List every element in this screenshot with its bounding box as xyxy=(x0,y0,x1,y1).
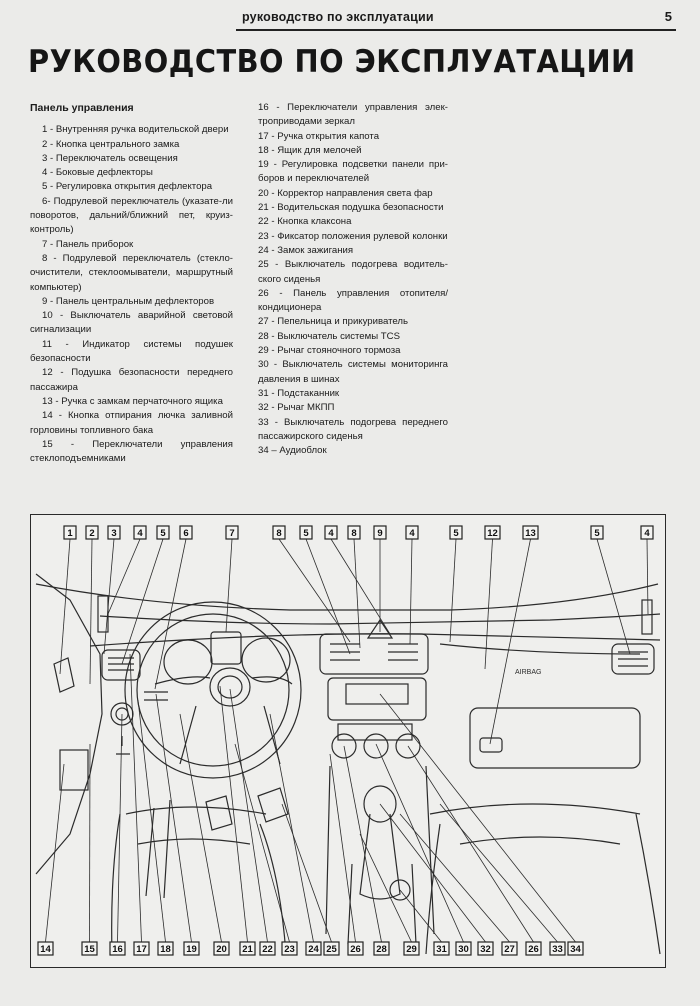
callout-top-5-label: 5 xyxy=(303,528,309,539)
callout-bottom-33-label: 33 xyxy=(552,944,563,955)
callout-top-4-label: 4 xyxy=(137,528,143,539)
callout-bottom-20 xyxy=(214,942,229,955)
airbag-label: AIRBAG xyxy=(515,669,542,676)
callout-bottom-24 xyxy=(306,942,321,955)
callout-top-8 xyxy=(348,526,360,539)
callout-bottom-16-label: 16 xyxy=(112,944,123,955)
legend-item: 23 - Фиксатор положения рулевой колонки xyxy=(258,230,448,242)
callouts-top xyxy=(64,526,653,539)
callout-top-4-label: 4 xyxy=(644,528,650,539)
callout-bottom-29-label: 29 xyxy=(406,944,417,955)
legend-item: 34 – Аудиоблок xyxy=(258,445,327,457)
callout-bottom-22-label: 22 xyxy=(262,944,273,955)
steering-wheel xyxy=(125,602,301,778)
callout-bottom-34 xyxy=(568,942,583,955)
legend-item: 6- Подрулевой переключатель (указате-ли поворотов, дальний/ближний пет, круиз-контроль) xyxy=(30,195,233,236)
callout-top-8 xyxy=(273,526,285,539)
callout-top-1-label: 1 xyxy=(67,528,73,539)
leader-line xyxy=(282,804,332,942)
callout-bottom-18-label: 18 xyxy=(160,944,171,955)
callout-bottom-26 xyxy=(348,942,363,955)
callouts-bottom xyxy=(38,942,583,955)
callout-top-5 xyxy=(300,526,312,539)
leader-line xyxy=(597,539,630,654)
leader-line xyxy=(647,539,648,614)
leader-line xyxy=(450,539,456,642)
callout-bottom-22 xyxy=(260,942,275,955)
page-number: 5 xyxy=(664,9,672,24)
callout-bottom-32 xyxy=(478,942,493,955)
running-title: руководство по эксплуатации xyxy=(242,10,434,24)
callout-bottom-20-label: 20 xyxy=(216,944,227,955)
legend-item: 11 - Индикатор системы подушек безопасности xyxy=(30,338,233,365)
callout-top-4 xyxy=(641,526,653,539)
leader-line xyxy=(408,746,534,942)
callout-bottom-33 xyxy=(550,942,565,955)
callout-top-12-label: 12 xyxy=(487,528,498,539)
callout-bottom-16 xyxy=(110,942,125,955)
callout-top-5 xyxy=(450,526,462,539)
legend-item: 29 - Рычаг стояночного тормоза xyxy=(258,345,401,357)
callout-top-6-label: 6 xyxy=(183,528,189,539)
legend-item: 7 - Панель приборок xyxy=(42,238,134,250)
leader-line xyxy=(90,744,91,942)
legend-item: 18 - Ящик для мелочей xyxy=(258,144,362,156)
legend-item: 27 - Пепельница и прикуриватель xyxy=(258,316,409,328)
callout-bottom-25 xyxy=(324,942,339,955)
legend-item: 32 - Рычаг МКПП xyxy=(258,402,335,414)
legend-item: 20 - Корректор направления света фар xyxy=(258,187,433,199)
callout-top-13-label: 13 xyxy=(525,528,536,539)
legend-item: 25 - Выключатель подогрева водитель-ского сиденья xyxy=(258,259,448,285)
callout-bottom-32-label: 32 xyxy=(480,944,491,955)
leader-line xyxy=(155,539,186,689)
callout-bottom-29 xyxy=(404,942,419,955)
leader-line xyxy=(360,834,412,942)
dashboard-drawing xyxy=(36,574,660,954)
callout-bottom-17 xyxy=(134,942,149,955)
legend-item: 3 - Переключатель освещения xyxy=(42,152,178,164)
callout-bottom-18 xyxy=(158,942,173,955)
legend-item: 19 - Регулировка подсветки панели при-боров и переключателей xyxy=(258,159,448,185)
callout-top-3 xyxy=(108,526,120,539)
callout-bottom-28-label: 28 xyxy=(376,944,387,955)
callout-bottom-27-label: 27 xyxy=(504,944,515,955)
legend-item: 13 - Ручка с замкам перчаточного ящика xyxy=(42,395,223,407)
leader-line xyxy=(90,539,92,684)
legend-item: 15 - Переключатели управления стеклоподъемниками xyxy=(30,438,233,465)
legend-item: 26 - Панель управления отопителя/кондиционера xyxy=(258,287,448,314)
callout-top-7 xyxy=(226,526,238,539)
callout-bottom-31-label: 31 xyxy=(436,944,447,955)
callout-bottom-14 xyxy=(38,942,53,955)
leader-line xyxy=(220,686,248,942)
callout-bottom-23 xyxy=(282,942,297,955)
callout-bottom-26 xyxy=(526,942,541,955)
leader-line xyxy=(60,539,70,674)
leader-line xyxy=(380,804,486,942)
leader-line xyxy=(330,754,356,942)
callout-top-2-label: 2 xyxy=(89,528,95,539)
callout-top-5-label: 5 xyxy=(453,528,459,539)
legend-item: 2 - Кнопка центрального замка xyxy=(42,138,180,150)
leader-line xyxy=(46,764,65,942)
leader-line xyxy=(130,654,142,942)
callout-top-4 xyxy=(406,526,418,539)
callout-top-9-label: 9 xyxy=(377,528,383,539)
callout-top-5-label: 5 xyxy=(594,528,600,539)
callout-bottom-15-label: 15 xyxy=(84,944,95,955)
leader-line xyxy=(138,700,166,942)
leader-line xyxy=(485,539,493,669)
leader-line xyxy=(490,539,531,744)
legend-item: 4 - Боковые дефлекторы xyxy=(42,167,153,179)
callout-bottom-23-label: 23 xyxy=(284,944,295,955)
callout-top-4 xyxy=(325,526,337,539)
callout-bottom-21-label: 21 xyxy=(242,944,253,955)
callout-bottom-34-label: 34 xyxy=(570,944,581,955)
callout-bottom-28 xyxy=(374,942,389,955)
legend-item: 24 - Замок зажигания xyxy=(258,244,354,256)
callout-top-8-label: 8 xyxy=(351,528,357,539)
callout-top-5 xyxy=(157,526,169,539)
legend-item: 33 - Выключатель подогрева переднего пассажирского сиденья xyxy=(258,416,448,442)
callout-top-9 xyxy=(374,526,386,539)
legend-item: 30 - Выключатель системы мониторинга давления в шинах xyxy=(258,359,448,385)
callout-bottom-26-label: 26 xyxy=(350,944,361,955)
callout-bottom-21 xyxy=(240,942,255,955)
callout-bottom-24-label: 24 xyxy=(308,944,319,955)
legend-item: 8 - Подрулевой переключатель (стекло-очистители, стеклоомыватели, маршрутный компьютер) xyxy=(30,252,233,293)
callout-bottom-30-label: 30 xyxy=(458,944,469,955)
legend-item: 10 - Выключатель аварийной световой сигнализации xyxy=(30,310,233,336)
callout-top-3-label: 3 xyxy=(111,528,117,539)
legend-item: 1 - Внутренняя ручка водительской двери xyxy=(42,124,229,136)
legend-column-right xyxy=(258,101,448,458)
callout-top-13 xyxy=(523,526,538,539)
callout-top-5-label: 5 xyxy=(160,528,166,539)
leader-line xyxy=(376,744,464,942)
leader-line xyxy=(440,804,558,942)
legend-item: 17 - Ручка открытия капота xyxy=(258,130,380,142)
legend-item: 5 - Регулировка открытия дефлектора xyxy=(42,181,213,193)
callout-top-7-label: 7 xyxy=(229,528,235,539)
callout-bottom-19-label: 19 xyxy=(186,944,197,955)
callout-bottom-17-label: 17 xyxy=(136,944,147,955)
callout-top-4 xyxy=(134,526,146,539)
leader-line xyxy=(270,714,314,942)
callout-top-5 xyxy=(591,526,603,539)
leader-line xyxy=(226,539,232,632)
callout-top-4-label: 4 xyxy=(409,528,415,539)
legend-item: 31 - Подстаканник xyxy=(258,387,340,399)
callout-top-4-label: 4 xyxy=(328,528,334,539)
callout-bottom-25-label: 25 xyxy=(326,944,337,955)
leader-line xyxy=(400,890,442,942)
leader-line xyxy=(306,539,350,654)
legend-item: 9 - Панель центральным дефлекторов xyxy=(42,295,215,307)
callout-bottom-15 xyxy=(82,942,97,955)
callout-top-1 xyxy=(64,526,76,539)
callout-bottom-19 xyxy=(184,942,199,955)
legend-item: 28 - Выключатель системы TCS xyxy=(258,330,400,342)
callout-top-8-label: 8 xyxy=(276,528,282,539)
legend-column-left xyxy=(30,101,233,466)
callout-top-2 xyxy=(86,526,98,539)
callout-bottom-30 xyxy=(456,942,471,955)
leader-line xyxy=(410,539,412,644)
leader-line xyxy=(230,689,268,942)
dashboard-diagram xyxy=(30,514,664,966)
legend-item: 21 - Водительская подушка безопасности xyxy=(258,202,444,214)
page-title: РУКОВОДСТВО ПО ЭКСПЛУАТАЦИИ xyxy=(28,44,636,80)
legend-item: 14 - Кнопка отпирания лючка заливной горловины топливного бака xyxy=(30,410,233,436)
leader-line xyxy=(331,539,390,634)
leader-line xyxy=(354,539,360,648)
callout-bottom-26-label: 26 xyxy=(528,944,539,955)
legend-item: 16 - Переключатели управления элек-троприводами зеркал xyxy=(258,102,448,128)
legend-item: 12 - Подушка безопасности переднего пассажира xyxy=(30,367,233,393)
running-header xyxy=(236,9,676,31)
callout-top-12 xyxy=(485,526,500,539)
section-heading: Панель управления xyxy=(30,102,134,114)
callout-bottom-14-label: 14 xyxy=(40,944,51,955)
callout-bottom-31 xyxy=(434,942,449,955)
legend-item: 22 - Кнопка клаксона xyxy=(258,216,352,228)
callout-top-6 xyxy=(180,526,192,539)
callout-bottom-27 xyxy=(502,942,517,955)
